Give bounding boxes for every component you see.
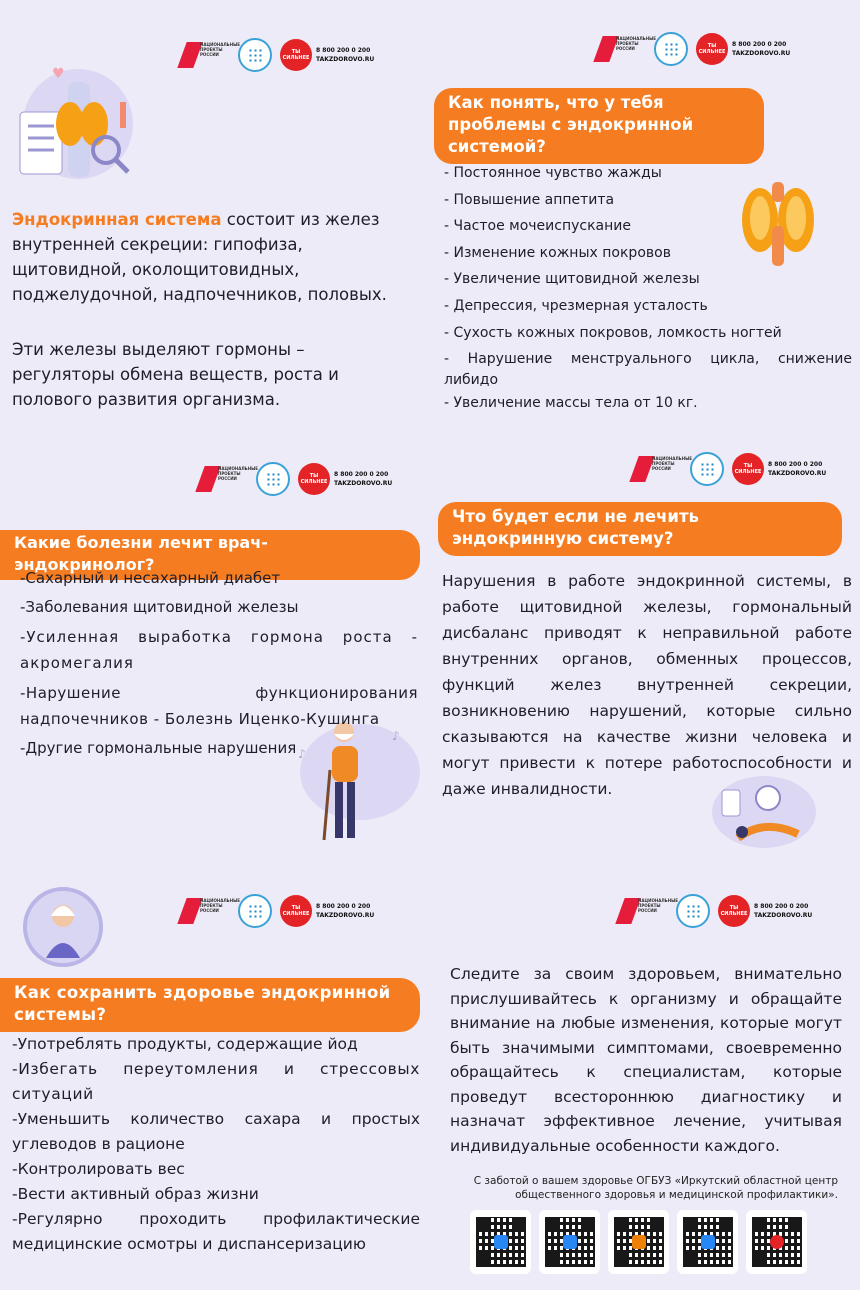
health-center-logo bbox=[238, 38, 272, 72]
list-item: -Уменьшить количество сахара и простых углеводов в рационе bbox=[12, 1110, 420, 1153]
list-item: -Избегать переутомления и стрессовых ситуаций bbox=[12, 1060, 420, 1103]
list-item: - Частое мочеиспускание bbox=[444, 218, 632, 235]
thyroid-clipboard-illustration bbox=[8, 62, 158, 192]
national-projects-logo: НАЦИОНАЛЬНЫЕ ПРОЕКТЫ РОССИИ bbox=[198, 464, 248, 494]
logo-strip bbox=[632, 452, 826, 486]
prevention-list bbox=[12, 1032, 420, 1257]
consequences-title: Что будет если не лечить эндокринную систему? bbox=[438, 502, 842, 556]
prevention-title: Как сохранить здоровье эндокринной системы? bbox=[0, 978, 420, 1032]
list-item: -Усиленная выработка гормона роста - акромегалия bbox=[20, 628, 418, 672]
hormones-text: Эти железы выделяют гормоны – регуляторы обмена веществ, роста и полового развития организма. bbox=[12, 340, 339, 409]
diseases-title: Какие болезни лечит врач-эндокринолог? bbox=[0, 530, 420, 580]
takzdorovo-logo: ТЫ СИЛЬНЕЕ 8 800 200 0 200 TAKZDOROVO.RU bbox=[732, 453, 826, 485]
qr-code[interactable] bbox=[470, 1210, 531, 1274]
list-item: - Сухость кожных покровов, ломкость ногтей bbox=[444, 324, 782, 341]
list-item: -Другие гормональные нарушения bbox=[20, 739, 297, 757]
takzdorovo-logo: ТЫ СИЛЬНЕЕ 8 800 200 0 200 TAKZDOROVO.RU bbox=[718, 895, 812, 927]
elderly-woman-avatar bbox=[22, 886, 104, 968]
symptoms-title: Как понять, что у тебя проблемы с эндокринной системой? bbox=[434, 88, 764, 164]
health-center-logo bbox=[690, 452, 724, 486]
health-center-logo bbox=[256, 462, 290, 496]
svg-text:♪: ♪ bbox=[298, 747, 306, 761]
panel-prevention bbox=[0, 860, 430, 1290]
qr-code-row bbox=[470, 1210, 807, 1274]
closing-text: Следите за своим здоровьем, внимательно прислушивайтесь к организму и обращайте внимание на любые изменения, которые могут быть значимыми симптомами, своевременно обращайтесь к специалистам, которые проведут всестороннюю диагностику и назначат эффективное лечение, учитывая индивидуальные особенности каждого. bbox=[450, 965, 842, 1155]
panel-consequences bbox=[430, 430, 860, 860]
vk-icon bbox=[494, 1235, 508, 1249]
svg-text:♥: ♥ bbox=[52, 66, 65, 82]
list-item: - Депрессия, чрезмерная усталость bbox=[444, 297, 708, 314]
national-projects-logo: НАЦИОНАЛЬНЫЕ ПРОЕКТЫ РОССИИ bbox=[618, 896, 668, 926]
org-note: С заботой о вашем здоровье ОГБУЗ «Иркутский областной центр общественного здоровья и медицинской профилактики». bbox=[473, 1175, 838, 1201]
list-item: -Нарушение функционирования надпочечников - Болезнь Иценко-Кушинга bbox=[20, 684, 418, 728]
list-item: -Употреблять продукты, содержащие йод bbox=[12, 1035, 358, 1053]
ok-icon bbox=[632, 1235, 646, 1249]
vk-icon bbox=[701, 1235, 715, 1249]
logo-strip bbox=[596, 32, 790, 66]
health-center-logo bbox=[654, 32, 688, 66]
diseases-list bbox=[20, 566, 418, 767]
panel-endocrine-intro bbox=[0, 0, 430, 430]
panel-symptoms bbox=[430, 0, 860, 430]
logo-strip bbox=[180, 38, 374, 72]
takzdorovo-logo: ТЫ СИЛЬНЕЕ 8 800 200 0 200 TAKZDOROVO.RU bbox=[280, 895, 374, 927]
qr-code[interactable] bbox=[746, 1210, 807, 1274]
endocrine-definition: Эндокринная система состоит из желез внутренней секреции: гипофиза, щитовидной, околощитовидных, поджелудочной, надпочечников, половых. bbox=[12, 210, 387, 304]
national-projects-logo: НАЦИОНАЛЬНЫЕ ПРОЕКТЫ РОССИИ bbox=[180, 896, 230, 926]
list-item: -Контролировать вес bbox=[12, 1160, 185, 1178]
rutube-icon bbox=[770, 1235, 784, 1249]
panel-closing bbox=[430, 860, 860, 1290]
symptoms-list bbox=[444, 163, 852, 420]
list-item: - Изменение кожных покровов bbox=[444, 244, 671, 261]
svg-text:♪: ♪ bbox=[392, 729, 400, 743]
logo-strip bbox=[198, 462, 392, 496]
list-item: - Увеличение щитовидной железы bbox=[444, 271, 700, 288]
health-center-logo bbox=[676, 894, 710, 928]
list-item: - Увеличение массы тела от 10 кг. bbox=[444, 395, 698, 412]
national-projects-logo: НАЦИОНАЛЬНЫЕ ПРОЕКТЫ РОССИИ bbox=[596, 34, 646, 64]
qr-code[interactable] bbox=[539, 1210, 600, 1274]
list-item: -Вести активный образ жизни bbox=[12, 1185, 259, 1203]
takzdorovo-logo: ТЫ СИЛЬНЕЕ 8 800 200 0 200 TAKZDOROVO.RU bbox=[298, 463, 392, 495]
health-center-logo bbox=[238, 894, 272, 928]
qr-code[interactable] bbox=[677, 1210, 738, 1274]
consequences-text: Нарушения в работе эндокринной системы, в работе щитовидной железы, гормональный дисбаланс приводят к неправильной работе внутренних органов, обменных процессов, функций желез внутренней секреции, возникновению нарушений, которые сильно сказываются на качестве жизни человека и могут привести к потере работоспособности и даже инвалидности. bbox=[442, 572, 852, 798]
logo-strip bbox=[618, 894, 812, 928]
national-projects-logo: НАЦИОНАЛЬНЫЕ ПРОЕКТЫ РОССИИ bbox=[632, 454, 682, 484]
list-item: -Регулярно проходить профилактические медицинские осмотры и диспансеризацию bbox=[12, 1210, 420, 1253]
emergency-illustration bbox=[708, 772, 818, 852]
takzdorovo-logo: ТЫ СИЛЬНЕЕ 8 800 200 0 200 TAKZDOROVO.RU bbox=[696, 33, 790, 65]
list-item: - Постоянное чувство жажды bbox=[444, 165, 662, 181]
panel-diseases bbox=[0, 430, 430, 860]
list-item: -Заболевания щитовидной железы bbox=[20, 598, 299, 616]
vk-icon bbox=[563, 1235, 577, 1249]
list-item: - Повышение аппетита bbox=[444, 191, 615, 208]
logo-strip bbox=[180, 894, 374, 928]
qr-code[interactable] bbox=[608, 1210, 669, 1274]
list-item: - Нарушение менструального цикла, снижение либидо bbox=[444, 351, 852, 389]
national-projects-logo: НАЦИОНАЛЬНЫЕ ПРОЕКТЫ РОССИИ bbox=[180, 40, 230, 70]
takzdorovo-logo: ТЫ СИЛЬНЕЕ 8 800 200 0 200 TAKZDOROVO.RU bbox=[280, 39, 374, 71]
list-item: -Сахарный и несахарный диабет bbox=[20, 569, 281, 587]
